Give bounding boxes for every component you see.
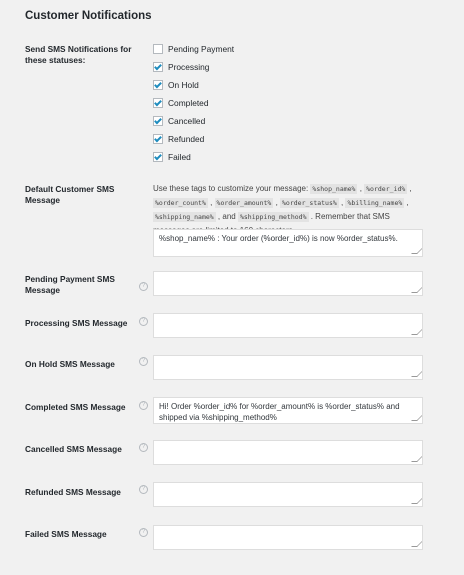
on-hold-message-label: On Hold SMS Message	[25, 359, 115, 369]
tag-order-count: %order_count%	[155, 199, 206, 207]
checkbox-label: Refunded	[168, 134, 205, 144]
resize-handle-icon[interactable]	[411, 329, 423, 335]
processing-message-textarea[interactable]	[153, 313, 423, 338]
tag-shop-name: %shop_name%	[312, 185, 356, 193]
resize-handle-icon[interactable]	[411, 248, 423, 254]
checkbox-cancelled[interactable]	[153, 116, 163, 126]
checkbox-row-failed[interactable]	[153, 151, 191, 163]
resize-handle-icon[interactable]	[411, 287, 423, 293]
help-icon[interactable]: ?	[139, 317, 148, 326]
textarea-value: %shop_name% : Your order (%order_id%) is now %order_status%.	[159, 234, 398, 243]
help-icon[interactable]: ?	[139, 443, 148, 452]
pending-payment-message-label: Pending Payment SMS Message	[25, 274, 115, 295]
completed-message-textarea[interactable]	[153, 397, 423, 424]
checkbox-row-pending-payment[interactable]	[153, 43, 234, 55]
help-icon[interactable]: ?	[139, 282, 148, 291]
checkbox-label: Cancelled	[168, 116, 206, 126]
desc-outro: . Remember that SMS	[310, 212, 390, 221]
help-icon[interactable]: ?	[139, 528, 148, 537]
resize-handle-icon[interactable]	[411, 498, 423, 504]
help-icon[interactable]: ?	[139, 485, 148, 494]
resize-handle-icon[interactable]	[411, 371, 423, 377]
refunded-message-textarea[interactable]	[153, 482, 423, 507]
checkbox-label: Pending Payment	[168, 44, 235, 54]
resize-handle-icon[interactable]	[411, 541, 423, 547]
completed-message-label: Completed SMS Message	[25, 402, 126, 412]
tag-order-status: %order_status%	[282, 199, 337, 207]
textarea-value: Hi! Order %order_id% for %order_amount% is %order_status% and shipped via %shipping_method%	[159, 402, 400, 422]
help-icon[interactable]: ?	[139, 357, 148, 366]
failed-message-textarea[interactable]	[153, 525, 423, 550]
checkbox-refunded[interactable]	[153, 134, 163, 144]
help-icon[interactable]: ?	[139, 401, 148, 410]
desc-and: and	[222, 212, 236, 221]
statuses-label: Send SMS Notifications for these statuses:	[25, 44, 132, 65]
checkbox-label: On Hold	[168, 80, 199, 90]
checkbox-label: Failed	[168, 152, 191, 162]
processing-message-label: Processing SMS Message	[25, 318, 128, 328]
tag-shipping-name: %shipping_name%	[155, 213, 214, 221]
section-title: Customer Notifications	[25, 10, 152, 22]
checkbox-row-cancelled[interactable]	[153, 115, 205, 127]
cancelled-message-textarea[interactable]	[153, 440, 423, 465]
resize-handle-icon[interactable]	[411, 456, 423, 462]
tag-order-amount: %order_amount%	[216, 199, 272, 207]
checkbox-pending-payment[interactable]	[153, 44, 163, 54]
checkbox-label: Completed	[168, 98, 209, 108]
cancelled-message-label: Cancelled SMS Message	[25, 444, 122, 454]
checkbox-row-refunded[interactable]	[153, 133, 204, 145]
checkbox-row-on-hold[interactable]	[153, 79, 199, 91]
checkbox-completed[interactable]	[153, 98, 163, 108]
tag-shipping-method: %shipping_method%	[239, 213, 307, 221]
desc-intro: Use these tags to customize your message:	[153, 184, 309, 193]
checkbox-label: Processing	[168, 62, 210, 72]
default-message-label: Default Customer SMS Message	[25, 184, 115, 205]
resize-handle-icon[interactable]	[411, 415, 423, 421]
checkbox-on-hold[interactable]	[153, 80, 163, 90]
checkbox-row-processing[interactable]	[153, 61, 209, 73]
default-message-description: Use these tags to customize your message: %shop_name% , %order_id% , %order_count% , %order_amount% , %order_status% , %billing_name% , %shipping_name% , and %shipping_method% . Remember that SMS	[153, 182, 428, 237]
tag-billing-name: %billing_name%	[347, 199, 403, 207]
refunded-message-label: Refunded SMS Message	[25, 487, 121, 497]
failed-message-label: Failed SMS Message	[25, 529, 107, 539]
checkbox-row-completed[interactable]	[153, 97, 209, 109]
pending-payment-message-textarea[interactable]	[153, 271, 423, 296]
on-hold-message-textarea[interactable]	[153, 355, 423, 380]
checkbox-failed[interactable]	[153, 152, 163, 162]
default-message-textarea[interactable]	[153, 229, 423, 257]
checkbox-processing[interactable]	[153, 62, 163, 72]
tag-order-id: %order_id%	[366, 185, 406, 193]
